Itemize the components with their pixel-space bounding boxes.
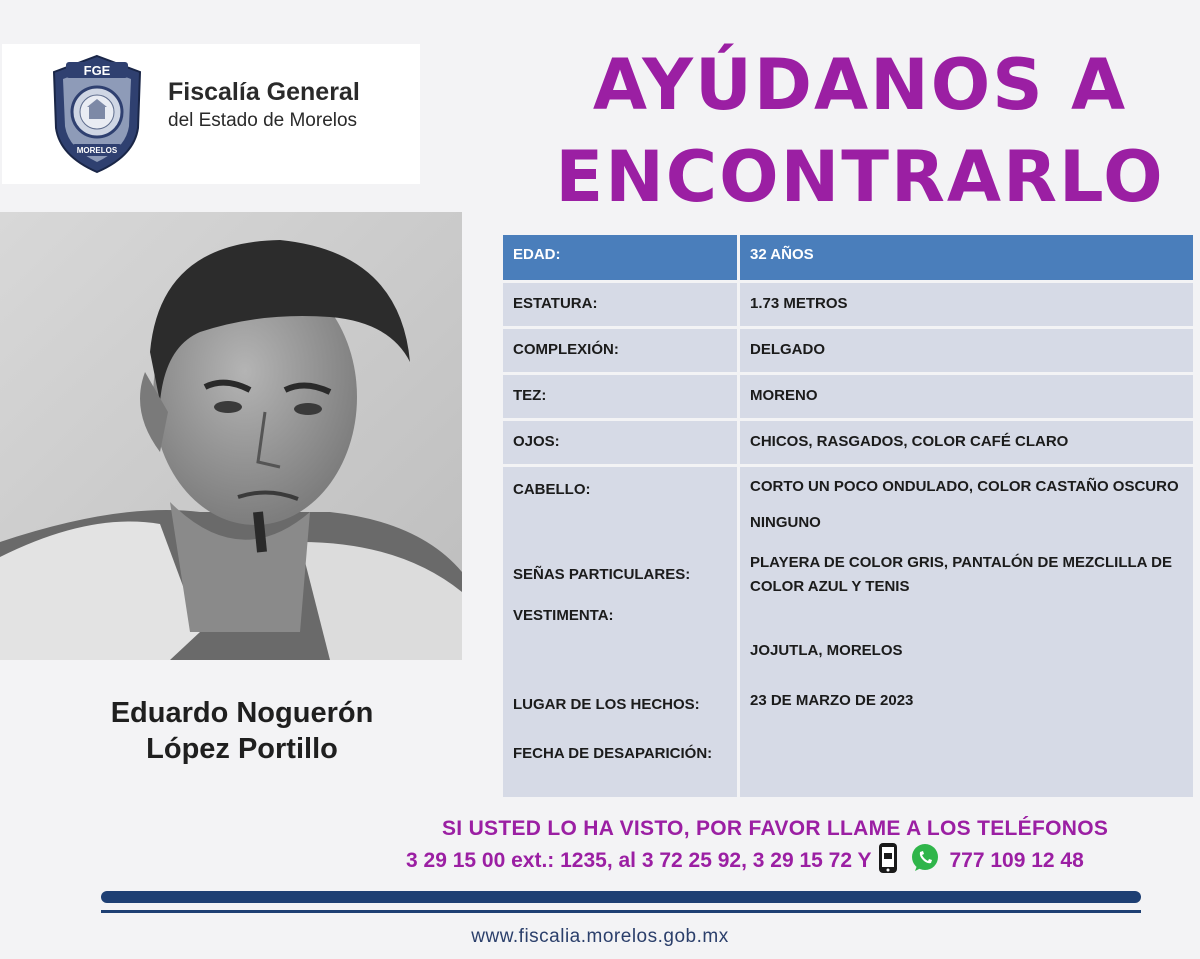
eyes-value: CHICOS, RASGADOS, COLOR CAFÉ CLARO: [740, 421, 1193, 464]
details-row: [503, 467, 1193, 797]
website-link[interactable]: www.fiscalia.morelos.gob.mx: [471, 926, 729, 947]
landline-numbers: 3 29 15 00 ext.: 1235, al 3 72 25 92, 3 29 15 72 Y: [406, 849, 872, 872]
table-header-row: [503, 235, 1193, 280]
details-values: [740, 467, 1193, 797]
whatsapp-icon: [910, 843, 940, 879]
mobile-number: 777 109 12 48: [949, 849, 1084, 872]
person-info-table: [500, 232, 1196, 800]
headline-line2: ENCONTRARLO: [555, 136, 1165, 218]
badge-bottom-text: MORELOS: [76, 146, 118, 155]
table-row: [503, 283, 1193, 326]
clothing-label: VESTIMENTA:: [513, 607, 614, 624]
table-row: [503, 421, 1193, 464]
agency-logo-block: [2, 44, 420, 184]
portrait-image: [0, 212, 462, 660]
build-label: COMPLEXIÓN:: [503, 329, 737, 372]
hair-value: CORTO UN POCO ONDULADO, COLOR CASTAÑO OSCURO: [750, 478, 1179, 495]
build-value: DELGADO: [740, 329, 1193, 372]
person-name-first-line: Eduardo Noguerón: [110, 697, 374, 729]
complexion-value: MORENO: [740, 375, 1193, 418]
org-name: Fiscalía General: [168, 78, 360, 106]
badge-top-text: FGE: [83, 63, 111, 78]
org-subtitle: del Estado de Morelos: [168, 110, 358, 131]
place-value: JOJUTLA, MORELOS: [750, 642, 903, 659]
table-row: [503, 375, 1193, 418]
date-label: FECHA DE DESAPARICIÓN:: [513, 745, 713, 762]
complexion-label: TEZ:: [503, 375, 737, 418]
fge-badge-icon: [48, 52, 146, 176]
age-label: EDAD:: [503, 235, 737, 280]
place-label: LUGAR DE LOS HECHOS:: [513, 696, 700, 713]
details-labels: [503, 467, 737, 797]
clothing-value: PLAYERA DE COLOR GRIS, PANTALÓN DE MEZCLILLA DE COLOR AZUL Y TENIS: [750, 554, 1172, 595]
footer-divider-thick: [101, 891, 1141, 903]
mobile-phone-icon: [878, 842, 898, 880]
date-value: 23 DE MARZO DE 2023: [750, 692, 914, 709]
eyes-label: OJOS:: [503, 421, 737, 464]
marks-value: NINGUNO: [750, 514, 821, 531]
phone-numbers: [406, 846, 1084, 876]
person-name-second-line: López Portillo: [146, 733, 338, 765]
height-value: 1.73 METROS: [740, 283, 1193, 326]
missing-person-photo: [0, 212, 462, 660]
hair-label: CABELLO:: [513, 481, 591, 498]
footer-divider-thin: [101, 910, 1141, 913]
marks-label: SEÑAS PARTICULARES:: [513, 566, 691, 583]
table-row: [503, 329, 1193, 372]
height-label: ESTATURA:: [503, 283, 737, 326]
contact-call-text: SI USTED LO HA VISTO, POR FAVOR LLAME A LOS TELÉFONOS: [442, 817, 1109, 840]
headline-line1: AYÚDANOS A: [592, 44, 1128, 126]
age-value: 32 AÑOS: [740, 235, 1193, 280]
